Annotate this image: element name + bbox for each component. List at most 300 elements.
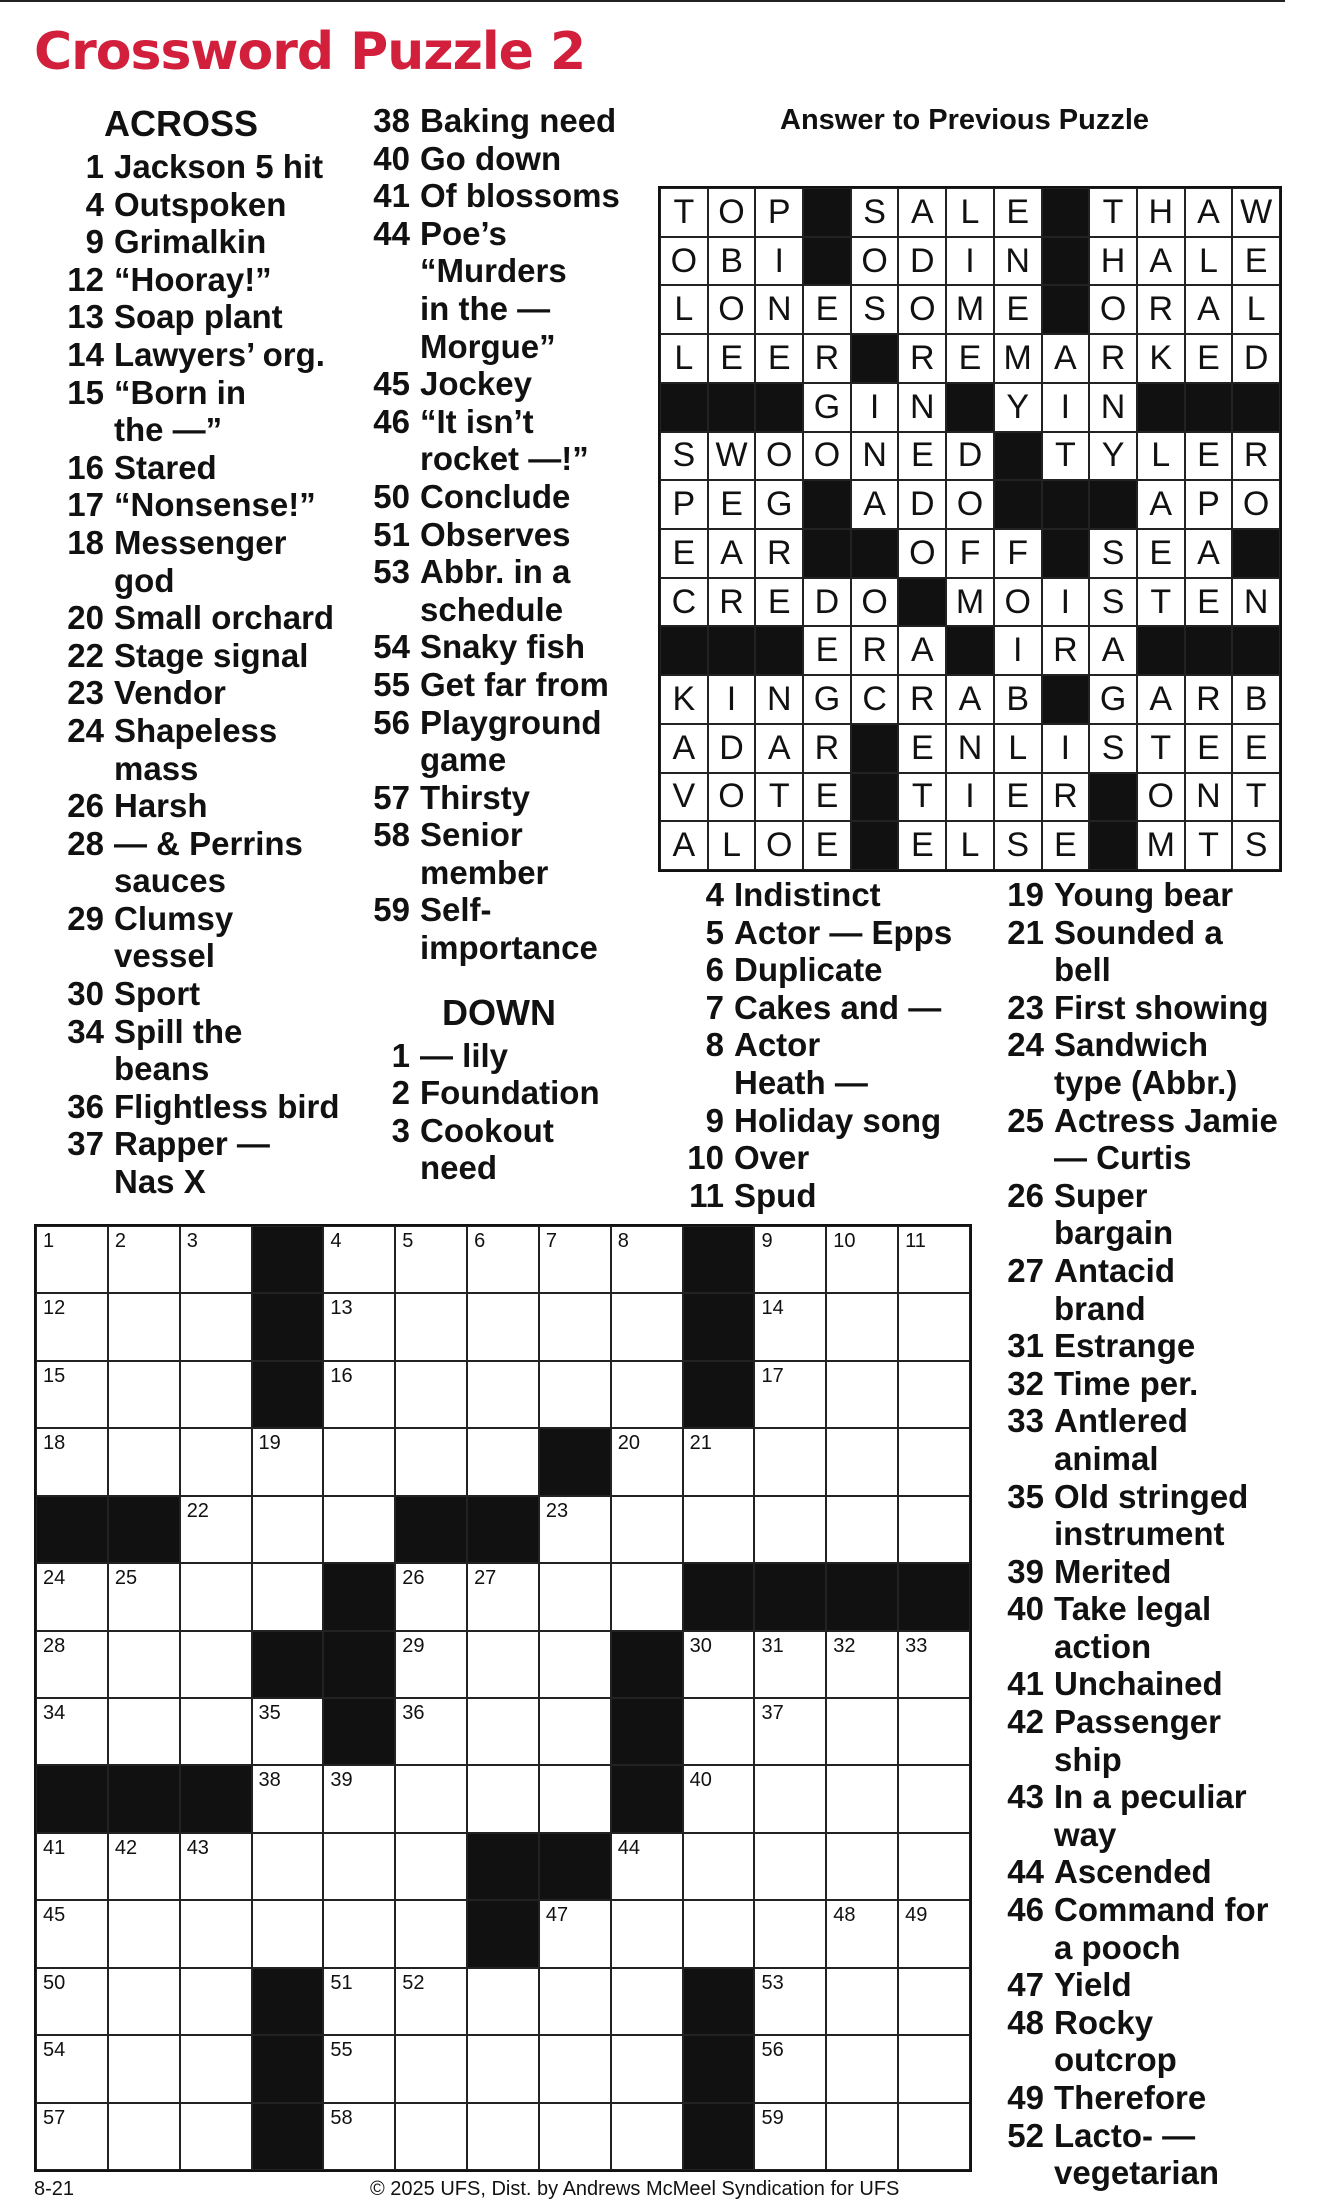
puzzle-cell[interactable] bbox=[898, 2035, 970, 2102]
clue-item bbox=[984, 1026, 1324, 1101]
puzzle-cell[interactable] bbox=[395, 1631, 467, 1698]
clue-text bbox=[420, 553, 670, 628]
clue-line: god bbox=[114, 561, 175, 599]
puzzle-cell[interactable] bbox=[252, 1900, 324, 1967]
puzzle-cell[interactable] bbox=[323, 1428, 395, 1495]
clue-item bbox=[44, 223, 344, 261]
puzzle-cell[interactable] bbox=[683, 1765, 755, 1832]
answer-letter-cell: E bbox=[1232, 724, 1280, 773]
puzzle-cell[interactable] bbox=[108, 1631, 180, 1698]
clue-text bbox=[114, 1088, 344, 1126]
clue-item bbox=[350, 215, 670, 365]
puzzle-cell[interactable] bbox=[467, 2035, 539, 2102]
clue-number: 21 bbox=[1007, 913, 1044, 951]
answer-letter-cell: A bbox=[755, 724, 803, 773]
puzzle-cell[interactable] bbox=[323, 1968, 395, 2035]
clue-item bbox=[984, 1365, 1324, 1403]
clue-line: Outspoken bbox=[114, 185, 287, 223]
puzzle-cell[interactable] bbox=[323, 1833, 395, 1900]
answer-letter-cell: R bbox=[898, 334, 946, 383]
puzzle-cell[interactable] bbox=[36, 2035, 108, 2102]
puzzle-cell[interactable] bbox=[395, 2035, 467, 2102]
puzzle-cell[interactable] bbox=[826, 1900, 898, 1967]
answer-letter-cell: O bbox=[946, 480, 994, 529]
puzzle-cell[interactable] bbox=[611, 1900, 683, 1967]
puzzle-cell[interactable] bbox=[611, 1833, 683, 1900]
puzzle-cell[interactable] bbox=[180, 1496, 252, 1563]
cell-number: 43 bbox=[186, 1836, 209, 1859]
puzzle-cell[interactable] bbox=[180, 1631, 252, 1698]
clue-text bbox=[420, 704, 670, 779]
puzzle-cell[interactable] bbox=[108, 1226, 180, 1293]
clue-item bbox=[350, 553, 670, 628]
answer-letter-cell: I bbox=[946, 773, 994, 822]
puzzle-cell[interactable] bbox=[395, 1833, 467, 1900]
answer-letter-cell: E bbox=[1185, 724, 1233, 773]
puzzle-cell[interactable] bbox=[611, 1496, 683, 1563]
cell-number: 26 bbox=[402, 1567, 425, 1590]
clue-line: rocket —!” bbox=[420, 440, 589, 478]
clue-text bbox=[1054, 1553, 1324, 1591]
clue-line: type (Abbr.) bbox=[1054, 1063, 1238, 1101]
black-square bbox=[36, 1765, 108, 1832]
clue-line: Go down bbox=[420, 139, 562, 177]
puzzle-cell[interactable] bbox=[108, 1968, 180, 2035]
clue-line: Ascended bbox=[1054, 1853, 1212, 1891]
puzzle-cell[interactable] bbox=[108, 1563, 180, 1630]
clue-item bbox=[350, 1112, 670, 1187]
puzzle-cell[interactable] bbox=[180, 1698, 252, 1765]
puzzle-cell[interactable] bbox=[108, 1293, 180, 1360]
answer-letter-cell: A bbox=[898, 626, 946, 675]
puzzle-cell[interactable] bbox=[826, 1631, 898, 1698]
black-square bbox=[108, 1765, 180, 1832]
puzzle-cell[interactable] bbox=[683, 1698, 755, 1765]
puzzle-cell[interactable] bbox=[36, 1428, 108, 1495]
puzzle-cell[interactable] bbox=[252, 1698, 324, 1765]
puzzle-cell[interactable] bbox=[108, 1428, 180, 1495]
answer-letter-cell: M bbox=[994, 334, 1042, 383]
clue-line: way bbox=[1054, 1815, 1117, 1853]
puzzle-cell[interactable] bbox=[180, 1226, 252, 1293]
answer-letter-cell: S bbox=[1089, 724, 1137, 773]
answer-letter-cell: E bbox=[708, 480, 756, 529]
puzzle-cell[interactable] bbox=[467, 2103, 539, 2170]
puzzle-cell[interactable] bbox=[826, 1765, 898, 1832]
clue-line: “Nonsense!” bbox=[114, 486, 316, 524]
answer-letter-cell: E bbox=[898, 724, 946, 773]
puzzle-cell[interactable] bbox=[611, 1293, 683, 1360]
puzzle-cell[interactable] bbox=[467, 1293, 539, 1360]
clue-text bbox=[114, 261, 344, 299]
answer-letter-cell: T bbox=[1137, 578, 1185, 627]
answer-letter-cell: S bbox=[660, 432, 708, 481]
answer-letter-cell: R bbox=[851, 626, 899, 675]
clue-number: 40 bbox=[1007, 1590, 1044, 1628]
puzzle-cell[interactable] bbox=[36, 1226, 108, 1293]
puzzle-cell[interactable] bbox=[467, 1968, 539, 2035]
puzzle-cell[interactable] bbox=[395, 1361, 467, 1428]
puzzle-cell[interactable] bbox=[898, 1428, 970, 1495]
clue-line: need bbox=[420, 1149, 498, 1187]
puzzle-cell[interactable] bbox=[539, 1968, 611, 2035]
puzzle-cell[interactable] bbox=[467, 1698, 539, 1765]
puzzle-cell[interactable] bbox=[108, 1698, 180, 1765]
puzzle-cell[interactable] bbox=[108, 2103, 180, 2170]
puzzle-cell[interactable] bbox=[539, 2103, 611, 2170]
black-square bbox=[252, 1631, 324, 1698]
down-clue-list-3 bbox=[984, 876, 1324, 2192]
puzzle-cell[interactable] bbox=[898, 1698, 970, 1765]
clue-line: Holiday song bbox=[734, 1101, 942, 1139]
puzzle-cell[interactable] bbox=[611, 1563, 683, 1630]
clue-text bbox=[114, 599, 344, 637]
puzzle-cell[interactable] bbox=[467, 1361, 539, 1428]
puzzle-cell[interactable] bbox=[180, 1968, 252, 2035]
puzzle-cell[interactable] bbox=[539, 1226, 611, 1293]
answer-black-square bbox=[1089, 821, 1137, 870]
clue-line: Baking need bbox=[420, 102, 617, 139]
puzzle-cell[interactable] bbox=[754, 1428, 826, 1495]
clue-line: Jackson 5 hit bbox=[114, 148, 324, 185]
answer-black-square bbox=[1089, 773, 1137, 822]
answer-letter-cell: H bbox=[1137, 188, 1185, 237]
puzzle-cell[interactable] bbox=[108, 1900, 180, 1967]
clue-line: Morgue” bbox=[420, 327, 556, 365]
puzzle-cell[interactable] bbox=[898, 1765, 970, 1832]
puzzle-cell[interactable] bbox=[754, 1765, 826, 1832]
puzzle-cell[interactable] bbox=[180, 2103, 252, 2170]
clue-item bbox=[350, 891, 670, 966]
clue-line: Spill the bbox=[114, 1012, 243, 1050]
answer-letter-cell: I bbox=[1042, 383, 1090, 432]
puzzle-cell[interactable] bbox=[898, 1293, 970, 1360]
clue-line: schedule bbox=[420, 590, 564, 628]
puzzle-cell[interactable] bbox=[539, 1563, 611, 1630]
puzzle-cell[interactable] bbox=[683, 1496, 755, 1563]
clue-number: 56 bbox=[373, 703, 410, 741]
black-square bbox=[539, 1833, 611, 1900]
puzzle-cell[interactable] bbox=[898, 1496, 970, 1563]
puzzle-cell[interactable] bbox=[611, 1226, 683, 1293]
black-square bbox=[180, 1765, 252, 1832]
clue-line: Snaky fish bbox=[420, 628, 586, 666]
puzzle-cell[interactable] bbox=[323, 1226, 395, 1293]
clue-line: Nas X bbox=[114, 1163, 206, 1201]
puzzle-cell[interactable] bbox=[180, 1833, 252, 1900]
puzzle-cell[interactable] bbox=[898, 1968, 970, 2035]
puzzle-cell[interactable] bbox=[467, 1563, 539, 1630]
puzzle-code: 8-21 bbox=[34, 2178, 75, 2200]
puzzle-cell[interactable] bbox=[539, 1765, 611, 1832]
puzzle-cell[interactable] bbox=[611, 1361, 683, 1428]
puzzle-cell[interactable] bbox=[252, 1563, 324, 1630]
puzzle-cell[interactable] bbox=[539, 1293, 611, 1360]
answer-letter-cell: E bbox=[1042, 821, 1090, 870]
clue-item bbox=[350, 1037, 670, 1075]
answer-letter-cell: A bbox=[1185, 285, 1233, 334]
answer-letter-cell: E bbox=[1232, 237, 1280, 286]
puzzle-cell[interactable] bbox=[467, 1631, 539, 1698]
puzzle-cell[interactable] bbox=[323, 2103, 395, 2170]
clue-text bbox=[420, 102, 670, 140]
cell-number: 1 bbox=[43, 1230, 55, 1252]
puzzle-cell[interactable] bbox=[826, 1496, 898, 1563]
puzzle-cell[interactable] bbox=[36, 1900, 108, 1967]
puzzle-cell[interactable] bbox=[539, 1900, 611, 1967]
puzzle-cell[interactable] bbox=[395, 2103, 467, 2170]
puzzle-cell[interactable] bbox=[826, 1226, 898, 1293]
answer-letter-cell: O bbox=[851, 237, 899, 286]
answer-letter-cell: B bbox=[708, 237, 756, 286]
clue-text bbox=[420, 516, 670, 554]
answer-black-square bbox=[803, 529, 851, 578]
puzzle-cell[interactable] bbox=[683, 1833, 755, 1900]
answer-black-square bbox=[851, 334, 899, 383]
clue-text bbox=[1054, 1778, 1324, 1853]
puzzle-cell[interactable] bbox=[683, 1900, 755, 1967]
clue-line: instrument bbox=[1054, 1515, 1225, 1553]
answer-letter-cell: V bbox=[660, 773, 708, 822]
puzzle-cell[interactable] bbox=[180, 1428, 252, 1495]
clue-item bbox=[44, 1125, 344, 1200]
answer-letter-cell: L bbox=[660, 334, 708, 383]
answer-letter-cell: G bbox=[755, 480, 803, 529]
puzzle-cell[interactable] bbox=[826, 2103, 898, 2170]
answer-letter-cell: B bbox=[1232, 675, 1280, 724]
clue-number: 25 bbox=[1007, 1101, 1044, 1139]
puzzle-cell[interactable] bbox=[108, 2035, 180, 2102]
answer-letter-cell: R bbox=[1137, 285, 1185, 334]
puzzle-cell[interactable] bbox=[826, 2035, 898, 2102]
clue-number: 14 bbox=[67, 335, 104, 373]
puzzle-cell[interactable] bbox=[180, 1563, 252, 1630]
cell-number: 27 bbox=[474, 1567, 497, 1590]
clue-line: Lacto- — bbox=[1054, 2116, 1196, 2154]
puzzle-cell[interactable] bbox=[395, 1765, 467, 1832]
clue-number: 23 bbox=[1007, 988, 1044, 1026]
puzzle-cell[interactable] bbox=[611, 2103, 683, 2170]
puzzle-cell[interactable] bbox=[683, 1428, 755, 1495]
answer-letter-cell: F bbox=[994, 529, 1042, 578]
cell-number: 54 bbox=[43, 2039, 66, 2062]
puzzle-cell[interactable] bbox=[467, 1428, 539, 1495]
clue-line: Thirsty bbox=[420, 778, 531, 816]
puzzle-cell[interactable] bbox=[36, 1563, 108, 1630]
clue-item bbox=[44, 825, 344, 900]
puzzle-cell[interactable] bbox=[395, 1698, 467, 1765]
puzzle-cell[interactable] bbox=[898, 1900, 970, 1967]
clue-line: Therefore bbox=[1054, 2079, 1207, 2116]
answer-letter-cell: A bbox=[1137, 480, 1185, 529]
puzzle-cell[interactable] bbox=[539, 1698, 611, 1765]
puzzle-cell[interactable] bbox=[180, 1900, 252, 1967]
clue-text bbox=[114, 186, 344, 224]
puzzle-cell[interactable] bbox=[754, 1631, 826, 1698]
answer-letter-cell: C bbox=[660, 578, 708, 627]
answer-letter-cell: A bbox=[1089, 626, 1137, 675]
answer-black-square bbox=[1137, 383, 1185, 432]
clue-line: a pooch bbox=[1054, 1928, 1181, 1966]
clue-item bbox=[984, 914, 1324, 989]
answer-letter-cell: M bbox=[946, 578, 994, 627]
puzzle-cell[interactable] bbox=[395, 1293, 467, 1360]
puzzle-cell[interactable] bbox=[539, 1361, 611, 1428]
puzzle-cell[interactable] bbox=[36, 1698, 108, 1765]
puzzle-cell[interactable] bbox=[36, 1631, 108, 1698]
puzzle-cell[interactable] bbox=[180, 2035, 252, 2102]
black-square bbox=[467, 1496, 539, 1563]
puzzle-cell[interactable] bbox=[36, 1361, 108, 1428]
puzzle-cell[interactable] bbox=[754, 1900, 826, 1967]
clue-line: Sport bbox=[114, 975, 201, 1013]
puzzle-cell[interactable] bbox=[323, 1496, 395, 1563]
answer-letter-cell: I bbox=[946, 237, 994, 286]
puzzle-cell[interactable] bbox=[754, 1496, 826, 1563]
puzzle-cell[interactable] bbox=[898, 2103, 970, 2170]
clue-line: Clumsy bbox=[114, 899, 234, 937]
clue-number: 26 bbox=[67, 787, 104, 825]
answer-letter-cell: S bbox=[851, 188, 899, 237]
black-square bbox=[323, 1631, 395, 1698]
puzzle-cell[interactable] bbox=[898, 1361, 970, 1428]
cell-number: 42 bbox=[114, 1836, 138, 1859]
puzzle-cell[interactable] bbox=[826, 1968, 898, 2035]
puzzle-cell[interactable] bbox=[36, 2103, 108, 2170]
clue-text bbox=[1054, 1590, 1324, 1665]
puzzle-cell[interactable] bbox=[108, 1361, 180, 1428]
puzzle-cell[interactable] bbox=[180, 1361, 252, 1428]
puzzle-cell[interactable] bbox=[467, 1226, 539, 1293]
puzzle-cell[interactable] bbox=[754, 1833, 826, 1900]
clue-text bbox=[1054, 1891, 1324, 1966]
clue-item bbox=[350, 365, 670, 403]
puzzle-cell[interactable] bbox=[826, 1833, 898, 1900]
clue-number: 2 bbox=[391, 1074, 410, 1112]
puzzle-cell[interactable] bbox=[611, 2035, 683, 2102]
puzzle-cell[interactable] bbox=[467, 1765, 539, 1832]
puzzle-cell[interactable] bbox=[683, 1631, 755, 1698]
puzzle-cell[interactable] bbox=[395, 1563, 467, 1630]
answer-letter-cell: A bbox=[660, 724, 708, 773]
clue-number: 41 bbox=[1007, 1665, 1044, 1703]
clue-number: 24 bbox=[1007, 1026, 1044, 1064]
puzzle-cell[interactable] bbox=[754, 1361, 826, 1428]
answer-letter-cell: E bbox=[898, 821, 946, 870]
puzzle-cell[interactable] bbox=[898, 1631, 970, 1698]
puzzle-cell[interactable] bbox=[754, 1698, 826, 1765]
puzzle-cell[interactable] bbox=[539, 1631, 611, 1698]
puzzle-cell[interactable] bbox=[323, 1765, 395, 1832]
puzzle-cell[interactable] bbox=[898, 1226, 970, 1293]
puzzle-cell[interactable] bbox=[323, 2035, 395, 2102]
clue-line: importance bbox=[420, 929, 598, 967]
clue-number: 8 bbox=[705, 1026, 724, 1064]
puzzle-cell[interactable] bbox=[252, 1833, 324, 1900]
puzzle-cell[interactable] bbox=[36, 1833, 108, 1900]
clue-text bbox=[114, 148, 344, 186]
clue-text bbox=[1054, 989, 1324, 1027]
black-square bbox=[611, 1765, 683, 1832]
puzzle-cell[interactable] bbox=[826, 1698, 898, 1765]
clue-number: 23 bbox=[67, 674, 104, 712]
puzzle-cell[interactable] bbox=[754, 1226, 826, 1293]
puzzle-cell[interactable] bbox=[395, 1226, 467, 1293]
cell-number: 36 bbox=[402, 1702, 425, 1724]
clue-number: 44 bbox=[373, 214, 410, 252]
answer-black-square bbox=[994, 480, 1042, 529]
clue-line: Messenger bbox=[114, 523, 287, 561]
puzzle-cell[interactable] bbox=[395, 1900, 467, 1967]
puzzle-cell[interactable] bbox=[252, 1765, 324, 1832]
puzzle-cell[interactable] bbox=[108, 1833, 180, 1900]
puzzle-cell[interactable] bbox=[323, 1293, 395, 1360]
puzzle-cell[interactable] bbox=[754, 2103, 826, 2170]
cell-number: 6 bbox=[474, 1230, 486, 1252]
clue-line: action bbox=[1054, 1627, 1152, 1665]
puzzle-cell[interactable] bbox=[395, 1428, 467, 1495]
clue-item bbox=[44, 261, 344, 299]
puzzle-cell[interactable] bbox=[539, 1496, 611, 1563]
puzzle-cell[interactable] bbox=[252, 1496, 324, 1563]
puzzle-cell[interactable] bbox=[754, 2035, 826, 2102]
cell-number: 37 bbox=[761, 1702, 784, 1724]
answer-letter-cell: I bbox=[1042, 578, 1090, 627]
clue-item bbox=[984, 876, 1324, 914]
puzzle-cell[interactable] bbox=[826, 1293, 898, 1360]
puzzle-cell[interactable] bbox=[323, 1900, 395, 1967]
puzzle-cell[interactable] bbox=[754, 1968, 826, 2035]
puzzle-cell[interactable] bbox=[36, 1293, 108, 1360]
answer-letter-cell: T bbox=[1089, 188, 1137, 237]
puzzle-cell[interactable] bbox=[323, 1361, 395, 1428]
clue-line: Yield bbox=[1054, 1966, 1132, 2004]
puzzle-cell[interactable] bbox=[395, 1968, 467, 2035]
cell-number: 19 bbox=[258, 1432, 281, 1455]
cell-number: 11 bbox=[905, 1230, 926, 1252]
clue-line: Grimalkin bbox=[114, 223, 267, 261]
puzzle-cell[interactable] bbox=[826, 1361, 898, 1428]
across-column-1 bbox=[44, 100, 344, 1201]
cell-number: 34 bbox=[43, 1702, 66, 1724]
answer-letter-cell: E bbox=[1185, 334, 1233, 383]
clue-line: Unchained bbox=[1054, 1665, 1223, 1703]
puzzle-cell[interactable] bbox=[898, 1833, 970, 1900]
puzzle-cell[interactable] bbox=[180, 1293, 252, 1360]
answer-black-square bbox=[708, 626, 756, 675]
clue-text bbox=[734, 914, 994, 952]
answer-letter-cell: T bbox=[660, 188, 708, 237]
clue-number: 9 bbox=[85, 223, 104, 261]
clue-line: in the — bbox=[420, 289, 551, 327]
puzzle-cell[interactable] bbox=[539, 2035, 611, 2102]
puzzle-cell[interactable] bbox=[252, 1428, 324, 1495]
clue-item bbox=[984, 1665, 1324, 1703]
puzzle-cell[interactable] bbox=[611, 1428, 683, 1495]
puzzle-cell[interactable] bbox=[36, 1968, 108, 2035]
clue-text bbox=[1054, 1026, 1324, 1101]
clue-number: 58 bbox=[373, 816, 410, 854]
puzzle-cell[interactable] bbox=[826, 1428, 898, 1495]
puzzle-cell[interactable] bbox=[754, 1293, 826, 1360]
answer-letter-cell: E bbox=[755, 578, 803, 627]
clue-text bbox=[420, 215, 670, 365]
clue-item bbox=[984, 1327, 1324, 1365]
puzzle-cell[interactable] bbox=[611, 1968, 683, 2035]
answer-letter-cell: O bbox=[1089, 285, 1137, 334]
clue-number: 37 bbox=[67, 1125, 104, 1163]
black-square bbox=[252, 1361, 324, 1428]
